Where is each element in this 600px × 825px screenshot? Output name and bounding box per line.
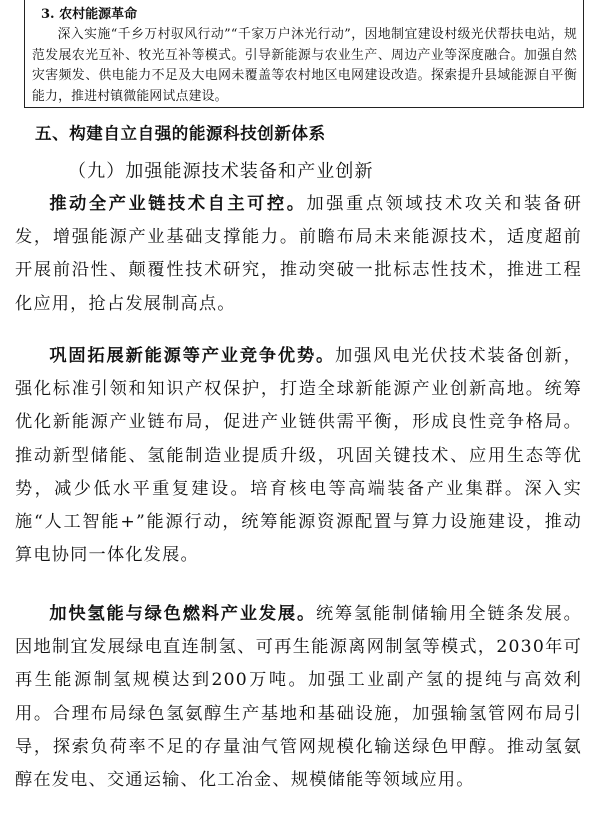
paragraph-text: 加强风电光伏技术装备创新，强化标准引领和知识产权保护，打造全球新能源产业创新高地。统筹优化新能源产业链布局，促进产业链供需平衡，形成良性竞争格局。推动新型储能、氢能制造业提质升级，巩固关键技术、应用生态等优势，减少低水平重复建设。培育核电等高端装备产业集群。深入实施“人工智能+”能源行动，统筹能源资源配置与算力设施建设，推动算电协同一体化发展。	[15, 346, 582, 566]
paragraph-lead: 加快氢能与绿色燃料产业发展。	[49, 604, 317, 624]
paragraph-tech-self-control	[15, 188, 582, 330]
box-paragraph: 深入实施“千乡万村驭风行动”“千家万户沐光行动”，因地制宜建设村级光伏帮扶电站，规范发展农光互补、牧光互补等模式。引导新能源与农业生产、周边产业等深度融合。加强自然灾害频发、供电能力不足及大电网未覆盖等农村地区电网建设改造。探索提升县域能源自平衡能力，推进村镇微能网试点建设。	[32, 27, 577, 104]
paragraph-text: 统筹氢能制储输用全链条发展。因地制宜发展绿电直连制氢、可再生能源离网制氢等模式，2030年可再生能源制氢规模达到200万吨。加强工业副产氢的提纯与高效利用。合理布局绿色氢氨醇生产基地和基础设施，加强输氢管网布局引导，探索负荷率不足的存量油气管网规模化输送绿色甲醇。推动氢氨醇在发电、交通运输、化工冶金、规模储能等领域应用。	[15, 604, 582, 791]
section-heading: 五、构建自立自强的能源科技创新体系	[35, 124, 326, 143]
box-title: 3. 农村能源革命	[41, 7, 138, 22]
paragraph-hydrogen-green-fuel	[15, 598, 582, 806]
sub-heading: （九）加强能源技术装备和产业创新	[68, 161, 374, 182]
paragraph-text: 加强重点领域技术攻关和装备研发，增强能源产业基础支撑能力。前瞻布局未来能源技术，适度超前开展前沿性、颠覆性技术研究，推动突破一批标志性技术，推进工程化应用，抢占发展制高点。	[15, 194, 582, 314]
paragraph-lead: 推动全产业链技术自主可控。	[49, 194, 307, 214]
rural-energy-box	[24, 0, 584, 108]
paragraph-new-energy-advantage	[15, 340, 582, 581]
paragraph-lead: 巩固拓展新能源等产业竞争优势。	[49, 346, 336, 366]
